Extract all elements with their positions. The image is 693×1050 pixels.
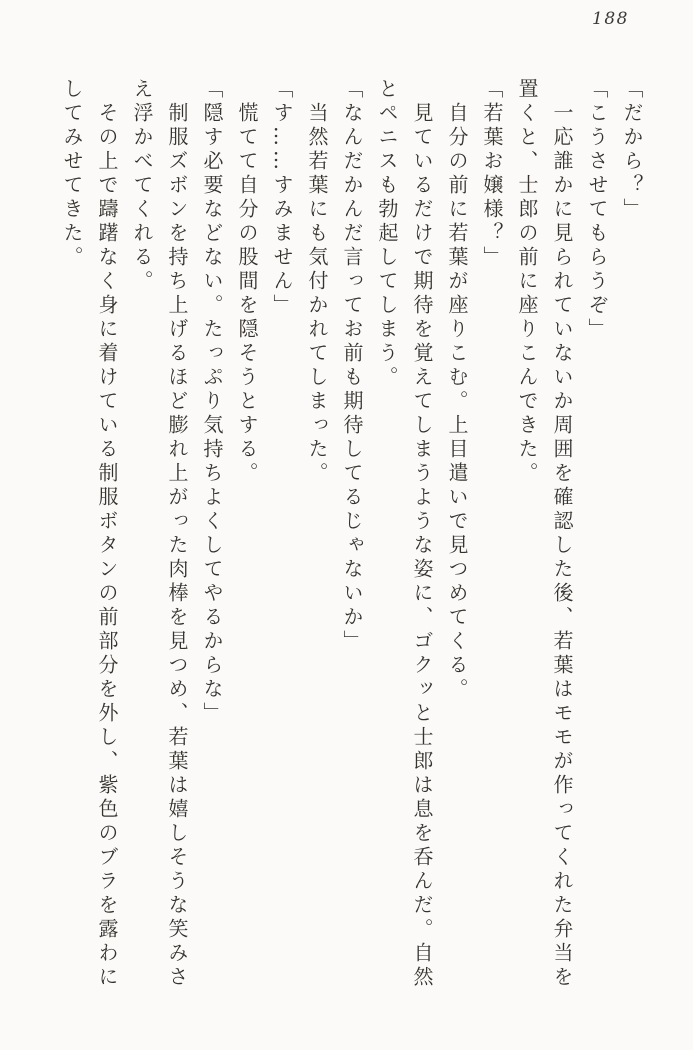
paragraph-narrative: 当然若葉にも気付かれてしまった。 — [305, 102, 329, 486]
text-area — [54, 78, 649, 994]
paragraph-narrative: 制服ズボンを持ち上げるほど膨れ上がった肉棒を見つめ、若葉は嬉しそうな笑みさえ浮かべてくれる。 — [130, 78, 189, 990]
paragraph-dialogue: 「なんだかんだ言ってお前も期待してるじゃないか」 — [340, 78, 364, 654]
paragraph-dialogue: 「す……すみません」 — [270, 78, 294, 318]
paragraph-narrative: 自分の前に若葉が座りこむ。上目遣いで見つめてくる。 — [445, 102, 469, 702]
paragraph-dialogue: 「若葉お嬢様？」 — [480, 78, 504, 270]
paragraph-narrative: 慌てて自分の股間を隠そうとする。 — [235, 102, 259, 486]
paragraph-dialogue: 「だから？」 — [620, 78, 644, 222]
paragraph-dialogue: 「こうさせてもらうぞ」 — [585, 78, 609, 342]
paragraph-narrative: 見ているだけで期待を覚えてしまうような姿に、ゴクッと士郎は息を呑んだ。自然とペニスも勃起してしまう。 — [375, 78, 434, 990]
paragraph-narrative: 一応誰かに見られていないか周囲を確認した後、若葉はモモが作ってくれた弁当を置くと、士郎の前に座りこんできた。 — [515, 78, 574, 990]
paragraph-narrative: その上で躊躇なく身に着けている制服ボタンの前部分を外し、紫色のブラを露わにしてみせてきた。 — [60, 78, 119, 990]
page-number: 188 — [592, 9, 629, 29]
paragraph-dialogue: 「隠す必要などない。たっぷり気持ちよくしてやるからな」 — [200, 78, 224, 726]
